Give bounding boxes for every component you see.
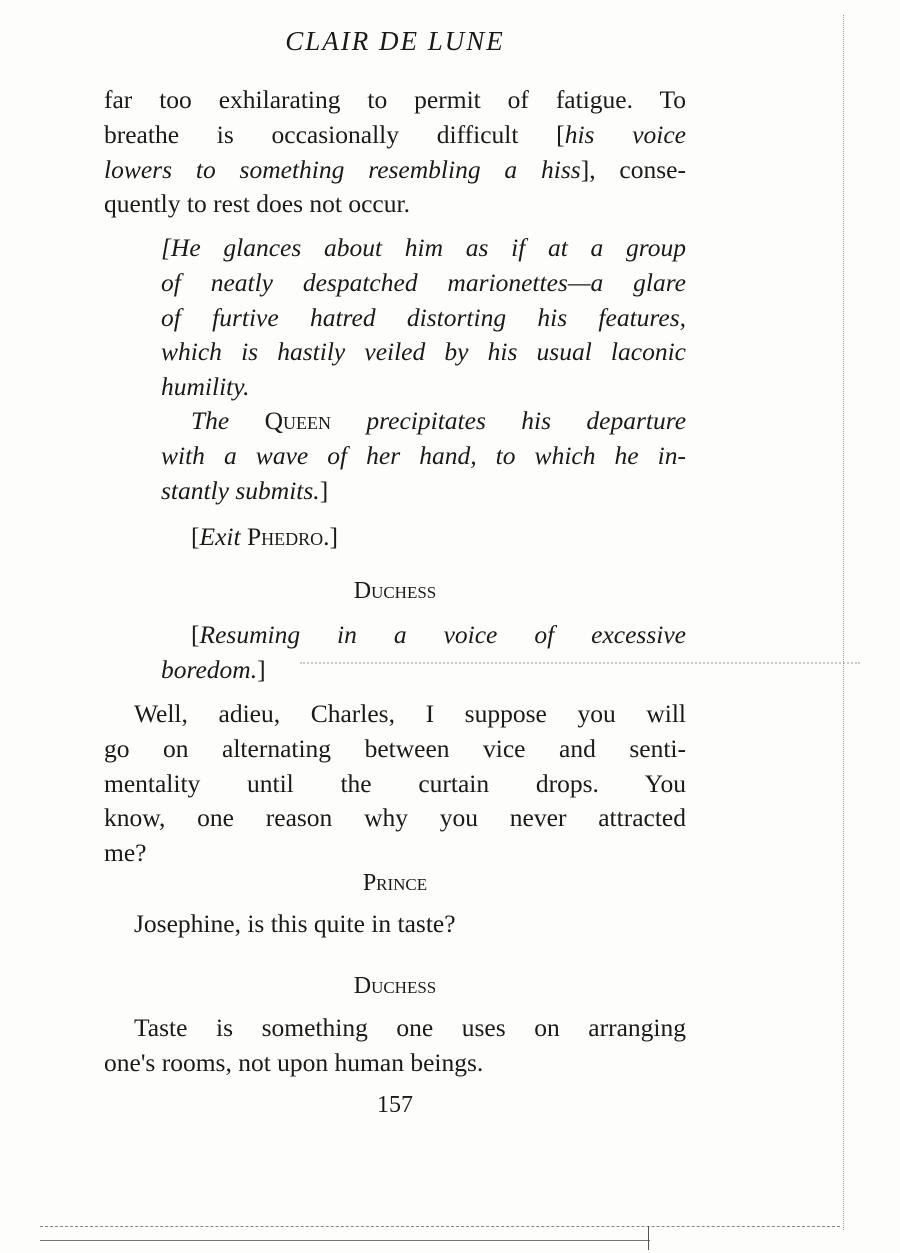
character-name: Phedro	[246, 522, 324, 551]
text-run: stantly submits.	[161, 475, 320, 505]
running-title: CLAIR DE LUNE	[285, 26, 505, 56]
speaker-heading: Duchess	[353, 973, 437, 999]
speech	[104, 1011, 686, 1081]
bracket: ]	[319, 475, 329, 505]
text-line: one's rooms, not upon human beings.	[104, 1047, 484, 1077]
stage-direction	[161, 404, 686, 508]
scan-edge-line	[40, 1226, 840, 1227]
text-line: mentality until the curtain drops. You	[104, 768, 686, 798]
text-line: far too exhilarating to permit of fatigue. To	[104, 85, 686, 114]
scan-edge-tick	[648, 1226, 649, 1250]
exit-direction	[191, 520, 491, 555]
stage-direction	[161, 231, 686, 405]
bracket: [	[191, 522, 200, 551]
text-line: quently to rest does not occur.	[104, 189, 410, 219]
speaker-heading: Duchess	[353, 578, 437, 604]
bracket: .]	[323, 522, 339, 551]
text-line	[161, 653, 686, 688]
text-run: The	[191, 406, 265, 435]
scan-edge-line	[40, 1240, 650, 1241]
italic-run: lowers to something resembling a hiss	[104, 154, 581, 184]
text-line	[161, 474, 686, 509]
text-line: Well, adieu, Charles, I suppose you will	[134, 699, 686, 728]
text-line	[161, 618, 686, 653]
text-line: know, one reason why you never attracted	[104, 803, 686, 833]
text-run: boredom.	[161, 654, 258, 684]
text-run: ], conse-	[580, 154, 686, 184]
text-run: precipitates his departure	[331, 406, 687, 435]
text-line: of neatly despatched marionettes—a glare	[161, 267, 686, 297]
speaker-heading: Prince	[362, 870, 428, 896]
text-line: of furtive hatred distorting his features,	[161, 302, 686, 332]
text-line: [He glances about him as if at a group	[161, 233, 686, 262]
bracket: [	[191, 620, 200, 649]
text-line: go on alternating between vice and senti-	[104, 733, 686, 763]
character-name: Queen	[264, 406, 332, 435]
text-line: which is hastily veiled by his usual laconic	[161, 337, 686, 367]
text-line	[161, 404, 686, 439]
scan-speckle	[300, 662, 860, 664]
bracket: ]	[257, 654, 266, 684]
stage-direction	[161, 618, 686, 688]
scan-edge-line	[843, 15, 844, 1230]
text-line: me?	[104, 838, 147, 868]
text-line: Taste is something one uses on arranging	[134, 1013, 686, 1042]
italic-run: Exit	[199, 522, 241, 551]
italic-run: his voice	[564, 119, 686, 149]
paragraph	[104, 83, 686, 222]
text-run: Resuming in a voice of excessive	[199, 620, 686, 649]
text-line	[104, 118, 686, 153]
speech: Josephine, is this quite in taste?	[134, 909, 456, 938]
text-run: breathe is occasionally difficult [	[104, 119, 565, 149]
text-line: with a wave of her hand, to which he in-	[161, 440, 686, 470]
speech	[104, 697, 686, 871]
page-number: 157	[377, 1092, 413, 1118]
text-line	[104, 153, 686, 188]
text-line: humility.	[161, 372, 250, 402]
